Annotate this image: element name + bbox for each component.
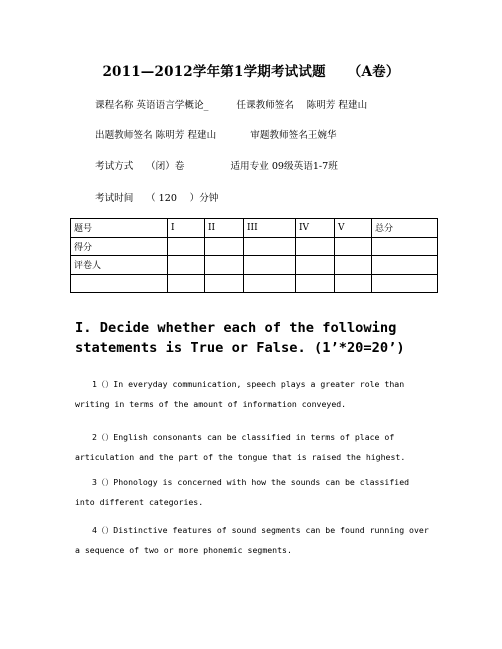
info-line-duration [95, 190, 218, 204]
score-table-cell [335, 256, 372, 275]
score-table-cell [244, 256, 296, 275]
score-table-cell [71, 274, 168, 293]
question-item: 4（）Distinctive features of sound segments can be found running over a sequence of two or more phonemic segments. [75, 525, 429, 555]
score-table-cell [296, 256, 335, 275]
score-table-header: I [168, 219, 205, 238]
score-table-cell [296, 274, 335, 293]
exam-type: 考试方式 （闭）卷 [95, 161, 185, 172]
score-table-cell [244, 274, 296, 293]
score-table-cell [296, 237, 335, 256]
score-table-cell [205, 237, 244, 256]
score-table-cell [372, 256, 438, 275]
reviewer-signature: 审题教师签名王婉华 [250, 130, 337, 141]
exam-duration: 考试时间 （ 120 ）分钟 [95, 193, 219, 204]
score-table-row [71, 237, 438, 256]
course-name: 课程名称 英语语言学概论_ [95, 100, 209, 111]
score-table-cell: 得分 [71, 237, 168, 256]
setter-signature: 出题教师签名 陈明芳 程建山 [95, 130, 217, 141]
section-heading: I. Decide whether each of the following statements is True or False. (1’*20=20’) [75, 320, 405, 356]
score-table-cell [372, 237, 438, 256]
question-item: 1（）In everyday communication, speech plays a greater role than writing in terms of the amount of information conveyed. [75, 379, 405, 409]
score-table-cell [205, 274, 244, 293]
score-table-header: II [205, 219, 244, 238]
teacher-signature: 任课教师签名 陈明芳 程建山 [236, 100, 368, 111]
paper-version: （A卷） [347, 64, 400, 80]
applicable-major: 适用专业 09级英语1-7班 [230, 161, 338, 172]
score-table-header: 总分 [372, 219, 438, 238]
info-line-course [95, 97, 367, 111]
score-table-cell [335, 274, 372, 293]
info-line-exam-type [95, 158, 338, 172]
score-table-cell: 评卷人 [71, 256, 168, 275]
score-table-cell [168, 256, 205, 275]
score-table-cell [372, 274, 438, 293]
exam-title [0, 60, 502, 80]
score-table [70, 218, 438, 293]
score-table-row [71, 256, 438, 275]
score-table-header: 题号 [71, 219, 168, 238]
score-table-cell [168, 237, 205, 256]
score-table-cell [244, 237, 296, 256]
score-table-cell [335, 237, 372, 256]
score-table-header: V [335, 219, 372, 238]
score-table-header: IV [296, 219, 335, 238]
info-line-setter [95, 127, 337, 141]
score-table-cell [205, 256, 244, 275]
score-table-cell [168, 274, 205, 293]
question-item: 2（）English consonants can be classified in terms of place of articulation and the part of the tongue that is raised the highest. [75, 432, 406, 462]
exam-title-text: 2011—2012学年第1学期考试试题 [102, 64, 326, 80]
score-table-header: III [244, 219, 296, 238]
score-table-header-row [71, 219, 438, 238]
question-item: 3（）Phonology is concerned with how the sounds can be classified into different categories. [75, 477, 410, 507]
score-table-row [71, 274, 438, 293]
